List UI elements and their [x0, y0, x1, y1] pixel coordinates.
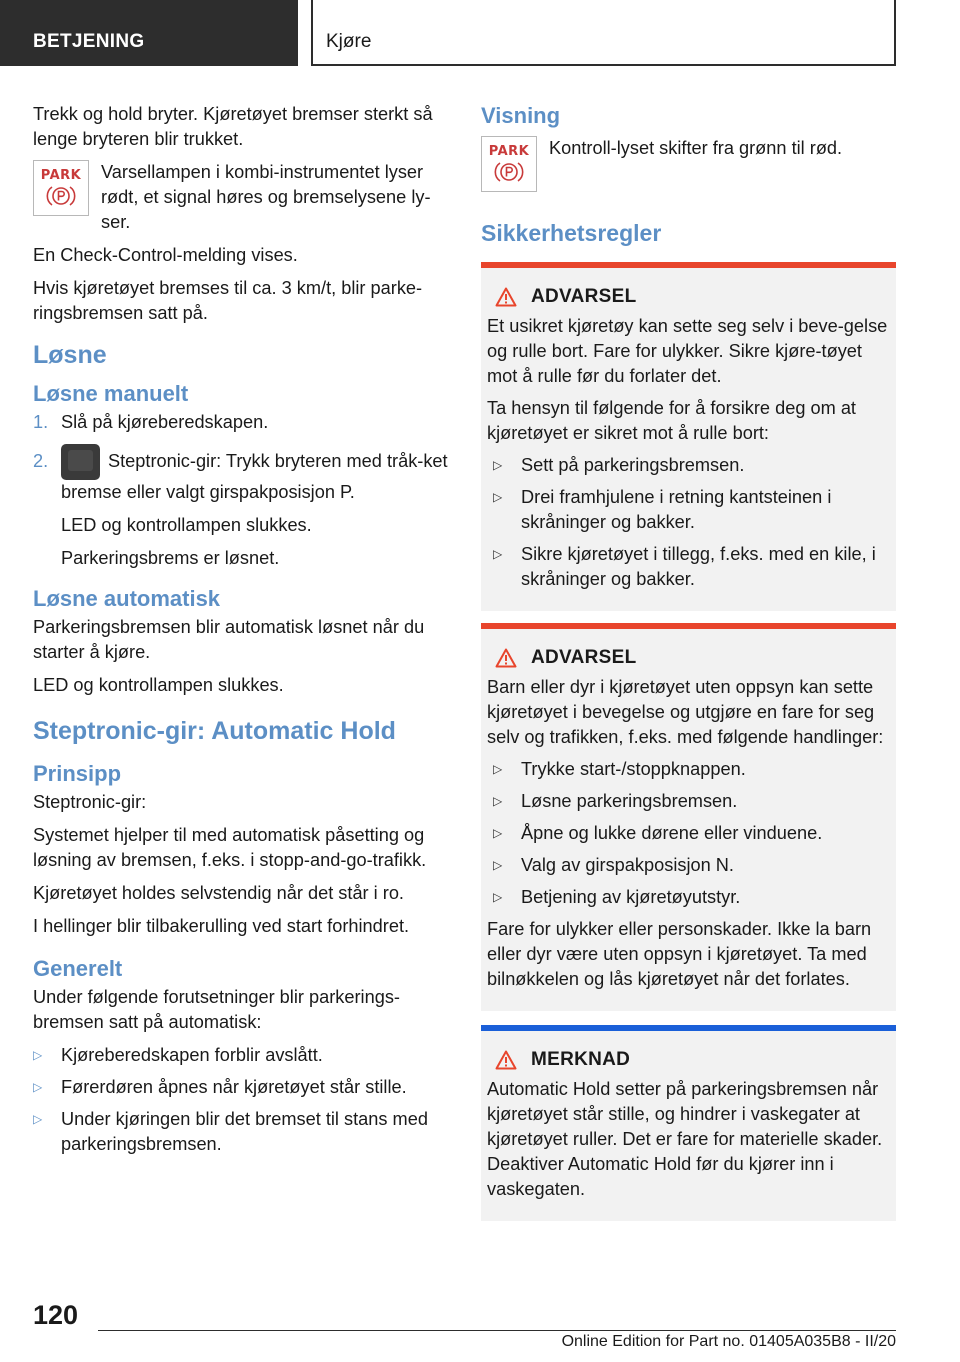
list-item: ▷ Drei framhjulene i retning kantsteinen i skråninger og bakker. [493, 485, 890, 535]
list-item: ▷ Sikre kjøretøyet i tillegg, f.eks. med en kile, i skråninger og bakker. [493, 542, 890, 592]
warning-triangle-icon [495, 648, 517, 668]
step-item [33, 410, 449, 435]
heading-losne-manuelt: Løsne manuelt [33, 381, 189, 406]
footer-divider [98, 1330, 896, 1331]
bullet-triangle-icon: ▷ [493, 490, 503, 504]
step-text: Slå på kjøreberedskapen. [61, 412, 269, 432]
list-item: ▷ Åpne og lukke dørene eller vinduene. [493, 821, 890, 846]
paragraph: LED og kontrollampen slukkes. [33, 675, 284, 695]
page-number: 120 [33, 1300, 79, 1330]
chapter-tab [311, 0, 896, 66]
heading-steptronic: Steptronic-gir: Automatic Hold [33, 717, 396, 745]
bullet-triangle-icon: ▷ [33, 1048, 43, 1062]
section-title: BETJENING [33, 31, 145, 52]
paragraph: En Check-Control-melding vises. [33, 245, 298, 265]
step-subtext: Parkeringsbrems er løsnet. [61, 548, 280, 568]
chapter-title: Kjøre [326, 31, 372, 52]
step-number: 2. [33, 451, 49, 471]
bullet-triangle-icon: ▷ [493, 858, 503, 872]
warning-box [481, 262, 896, 611]
list-item: ▷ Under kjøringen blir det bremset til stans med parkeringsbremsen. [33, 1107, 449, 1157]
left-column [33, 102, 449, 1164]
heading-losne: Løsne [33, 341, 107, 369]
list-item: ▷ Betjening av kjøretøyutstyr. [493, 885, 890, 910]
paragraph: Steptronic-gir: [33, 792, 147, 812]
warning-title: ADVARSEL [495, 647, 890, 669]
bullet-triangle-icon: ▷ [493, 826, 503, 840]
park-icon-label: PARK [40, 167, 82, 183]
paragraph: I hellinger blir tilbakerulling ved start forhindret. [33, 916, 410, 936]
park-indicator-icon [481, 136, 537, 192]
paragraph: Kontroll-lyset skifter fra grønn til rød. [549, 138, 843, 158]
bullet-triangle-icon: ▷ [33, 1080, 43, 1094]
step-content [61, 449, 449, 505]
paragraph: Barn eller dyr i kjøretøyet uten oppsyn kan sette kjøretøyet i bevegelse og utgjøre en fare for seg selv og trafikken, f.eks. med følgende handlinger: [487, 677, 884, 747]
bullet-triangle-icon: ▷ [33, 1112, 43, 1126]
paragraph: Ta hensyn til følgende for å forsikre deg om at kjøretøyet er sikret mot å rulle bort: [487, 398, 856, 443]
paragraph: Trekk og hold bryter. Kjøretøyet bremser sterkt så lenge bryteren blir trukket. [33, 104, 433, 149]
notice-title: MERKNAD [495, 1049, 890, 1071]
heading-visning: Visning [481, 103, 561, 128]
bullet-triangle-icon: ▷ [493, 890, 503, 904]
step-item [33, 449, 449, 505]
paragraph: Automatic Hold setter på parkeringsbremsen når kjøretøyet står stille, og hindrer i vaskegater at kjøretøyet ruller. Det er fare for materielle skader. Deaktiver Automatic Hold før du kjører inn i vaskegaten. [487, 1079, 883, 1199]
safety-list [493, 453, 890, 592]
brake-circle-icon [494, 160, 524, 184]
warning-triangle-icon [495, 287, 517, 307]
paragraph: Fare for ulykker eller personskader. Ikke la barn eller dyr være uten oppsyn i kjøretøyet. Ta med bilnøkkelen og lås kjøretøyet når det forlates. [487, 919, 872, 989]
step-text: Steptronic-gir: Trykk bryteren med tråk-ket bremse eller valgt girspakposisjon P. [61, 451, 448, 502]
heading-sikkerhetsregler: Sikkerhetsregler [481, 220, 662, 246]
heading-prinsipp: Prinsipp [33, 761, 122, 786]
step-number: 1. [33, 412, 49, 432]
park-icon-label: PARK [488, 143, 530, 159]
park-warning-icon [33, 160, 89, 216]
paragraph: Under følgende forutsetninger blir parkerings-bremsen satt på automatisk: [33, 987, 400, 1032]
warning-box [481, 623, 896, 1011]
right-column [481, 102, 896, 1221]
warning-triangle-icon [495, 1050, 517, 1070]
heading-generelt: Generelt [33, 956, 123, 981]
list-item: ▷ Førerdøren åpnes når kjøretøyet står stille. [33, 1075, 449, 1100]
safety-list [493, 757, 890, 910]
paragraph: Hvis kjøretøyet bremses til ca. 3 km/t, blir parke-ringsbremsen satt på. [33, 278, 423, 323]
notice-box [481, 1025, 896, 1221]
paragraph: Systemet hjelper til med automatisk påsetting og løsning av bremsen, f.eks. i stopp-and-go-trafikk. [33, 825, 427, 870]
list-item: ▷ Valg av girspakposisjon N. [493, 853, 890, 878]
edition-note: Online Edition for Part no. 01405A035B8 - II/20 [561, 1333, 896, 1350]
list-item: ▷ Løsne parkeringsbremsen. [493, 789, 890, 814]
step-subtext: LED og kontrollampen slukkes. [61, 515, 312, 535]
warning-lamp-note [33, 160, 449, 235]
warning-title: ADVARSEL [495, 286, 890, 308]
conditions-list [33, 1043, 449, 1157]
display-note [481, 136, 896, 192]
bullet-triangle-icon: ▷ [493, 794, 503, 808]
paragraph: Parkeringsbremsen blir automatisk løsnet når du starter å kjøre. [33, 617, 425, 662]
list-item: ▷ Sett på parkeringsbremsen. [493, 453, 890, 478]
brake-circle-icon [46, 184, 76, 208]
bullet-triangle-icon: ▷ [493, 762, 503, 776]
paragraph: Kjøretøyet holdes selvstendig når det står i ro. [33, 883, 404, 903]
list-item: ▷ Trykke start-/stoppknappen. [493, 757, 890, 782]
paragraph: Et usikret kjøretøy kan sette seg selv i beve-gelse og rulle bort. Fare for ulykker. Sikre kjøre-tøyet mot å rulle før du forlater det. [487, 316, 888, 386]
bullet-triangle-icon: ▷ [493, 458, 503, 472]
parking-brake-switch-icon [61, 444, 100, 480]
heading-losne-automatisk: Løsne automatisk [33, 586, 221, 611]
section-tab [0, 0, 298, 66]
list-item: ▷ Kjøreberedskapen forblir avslått. [33, 1043, 449, 1068]
paragraph: Varsellampen i kombi-instrumentet lyser rødt, et signal høres og bremselysene ly-ser. [101, 162, 431, 232]
bullet-triangle-icon: ▷ [493, 547, 503, 561]
